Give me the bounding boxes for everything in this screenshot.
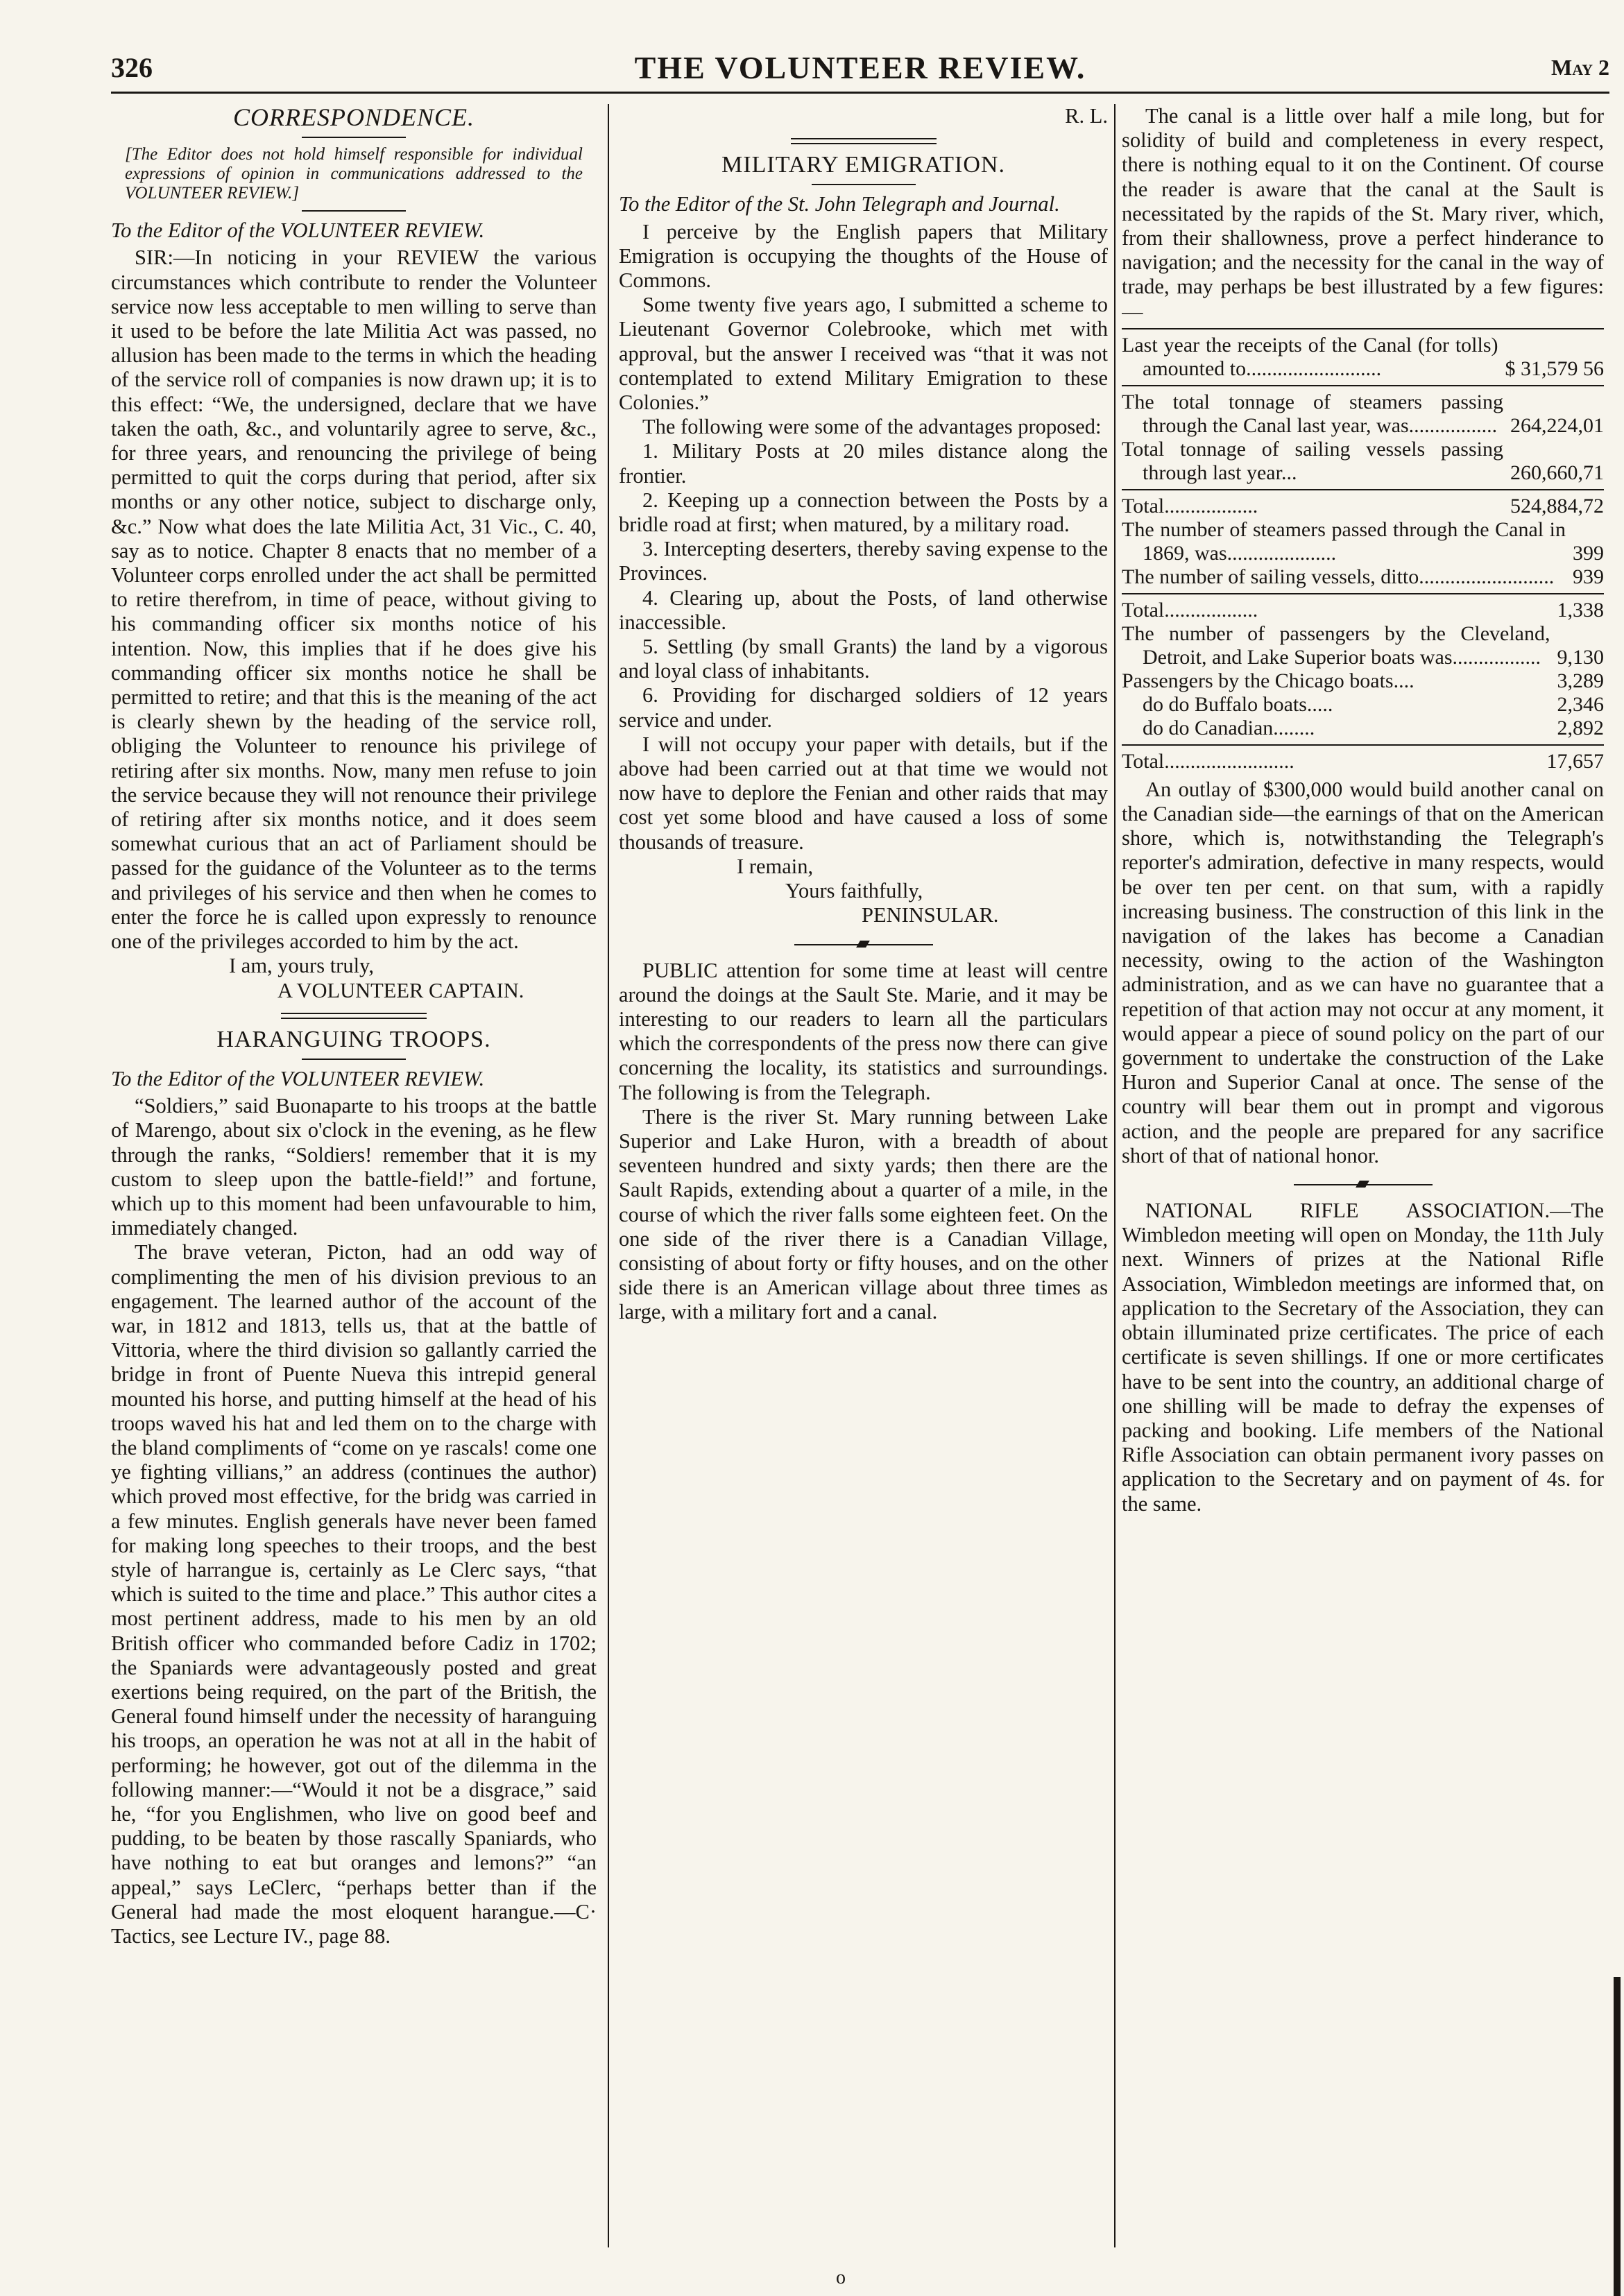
column-1	[111, 104, 597, 2241]
table-rule	[1122, 385, 1604, 386]
row-value: 260,660,71	[1510, 461, 1604, 484]
short-rule	[302, 137, 406, 138]
sault-paragraph: The canal is a little over half a mile long, but for solidity of build and completeness in every respect, there is nothing equal to it on the Continent. Of course the reader is aware that the canal at the Sault is necessitated by the rapids of the St. Mary river, which, from their shallowness, prove a perfect hinderance to navigation; and the necessity for the canal in the way of trade, may perhaps be best illustrated by a few figures:—	[1122, 104, 1604, 323]
table-row	[1122, 693, 1604, 717]
row-value: 2,892	[1557, 716, 1604, 739]
column-rule-2	[1114, 104, 1116, 2247]
table-total-row	[1122, 495, 1604, 518]
row-value: 264,224,01	[1510, 413, 1604, 437]
haranguing-salutation: To the Editor of the VOLUNTEER REVIEW.	[111, 1066, 485, 1090]
correspondence-close: I am, yours truly,	[229, 954, 374, 978]
row-value: 2,346	[1557, 692, 1604, 716]
table-total-row	[1122, 599, 1604, 622]
row-value: $ 31,579 56	[1505, 357, 1604, 380]
table-total-row	[1122, 750, 1604, 773]
advantage-item: 1. Military Posts at 20 miles distance along the frontier.	[619, 439, 1108, 488]
emigration-heading: MILITARY EMIGRATION.	[721, 152, 1005, 178]
table-row	[1122, 717, 1604, 740]
row-label: Last year the receipts of the Canal (for tolls) amounted to..........................	[1122, 333, 1498, 380]
advantage-item: 4. Clearing up, about the Posts, of land otherwise inaccessible.	[619, 585, 1108, 634]
haranguing-paragraph: The brave veteran, Picton, had an odd way of complimenting the men of his division previous to an engagement. The learned author of the account of the war, in 1812 and 1813, tells us, that at the battle of Vittoria, where the third division so gallantly carried the bridge in front of Puente Nueva this intrepid general mounted his horse, and putting himself at the head of his troops waved his hat and led them on to the charge with the bland compliments of “come on ye rascals! come one ye fighting villians,” an address (continues the author) which proved most effective, for the bridg was carried in a few minutes. English generals have never been famed for making long speeches to their troops, and the best style of harrangue is, certainly as Le Clerc says, “that which is suited to the time and place.” This author cites a most pertinent address, made to his men by an old British officer who commanded before Cadiz in 1702; the Spaniards were advantageously posted and great exertions being required, on the part of the British, the General found himself under the necessity of haranguing his troops, an operation he was not at all in the habit of performing; he however, got out of the dilemma in the following manner:—“Would it not be a disgrace,” said he, “for you Englishmen, who live on good beef and pudding, to be beaten by those rascally Spaniards, who have nothing to eat but oranges and lemons?” “an appeal,” says LeClerc, “perhaps better than if the General had made the most eloquent harangue.—C· Tactics, see Lecture IV., page 88.	[111, 1240, 597, 1948]
sault-paragraph: There is the river St. Mary running between Lake Superior and Lake Huron, with a breadth of about seventeen hundred and sixty yards; then there are the Sault Rapids, extending about a quarter of a mile, in the course of which the river falls some eighteen feet. On the one side of the river there is a Canadian Village, consisting of about forty or fifty houses, and on the other side there is an American village about three times as large, with a military fort and a canal.	[619, 1104, 1108, 1324]
emigration-close-2: Yours faithfully,	[785, 879, 923, 903]
sault-paragraph: PUBLIC attention for some time at least will centre around the doings at the Sault Ste. Marie, and it may be interesting to our readers to learn all the particulars which the correspondents of the press now there can give concerning the locality, its statistics and surroundings. The following is from the Telegraph.	[619, 958, 1108, 1104]
row-value: 3,289	[1557, 669, 1604, 692]
correspondence-salutation: To the Editor of the VOLUNTEER REVIEW.	[111, 219, 485, 243]
table-row	[1122, 438, 1604, 485]
table-row	[1122, 622, 1604, 669]
row-label: Passengers by the Chicago boats....	[1122, 669, 1414, 692]
short-rule	[302, 210, 406, 212]
column-rule-1	[608, 104, 609, 2247]
emigration-signature: PENINSULAR.	[862, 903, 999, 927]
row-label: The number of steamers passed through the Canal in 1869, was.....................	[1122, 517, 1566, 565]
row-label: do do Canadian........	[1143, 716, 1315, 739]
haranguing-heading: HARANGUING TROOPS.	[216, 1026, 491, 1052]
emigration-close-1: I remain,	[737, 854, 814, 878]
row-label: Total tonnage of sailing vessels passing through last year...	[1122, 437, 1503, 484]
table-rule	[1122, 328, 1604, 329]
issue-date: May 2	[1551, 54, 1609, 80]
table-rule	[1122, 744, 1604, 746]
emigration-closing-paragraph: I will not occupy your paper with details, but if the above had been carried out at that time we would not now have to deplore the Fenian and other raids that may cost yet some blood and have caused a loss of some thousands of treasure.	[619, 732, 1108, 854]
table-row	[1122, 565, 1604, 589]
table-rule	[1122, 593, 1604, 594]
row-label: The total tonnage of steamers passing through the Canal last year, was.................	[1122, 390, 1503, 437]
haranguing-paragraph: “Soldiers,” said Buonaparte to his troops at the battle of Marengo, about six o'clock in the evening, as he flew through the ranks, “Soldiers! remember that it is my custom to sleep upon the battle-field!” and fortune, which up to this moment had been unfavourable to him, immediately changed.	[111, 1094, 597, 1240]
total-label: Total..................	[1122, 598, 1258, 622]
row-label: The number of passengers by the Cleveland, Detroit, and Lake Superior boats was.................	[1122, 622, 1550, 669]
correspondence-signature: A VOLUNTEER CAPTAIN.	[277, 978, 524, 1002]
row-label: The number of sailing vessels, ditto..........................	[1122, 565, 1555, 588]
correspondence-heading: CORRESPONDENCE.	[233, 104, 475, 131]
advantage-item: 2. Keeping up a connection between the Posts by a bridle road at first; when matured, by a military road.	[619, 488, 1108, 537]
table-row	[1122, 391, 1604, 438]
editor-disclaimer: [The Editor does not hold himself responsible for individual expressions of opinion in communications addressed to the VOLUNTEER REVIEW.]	[125, 145, 583, 203]
section-ornament	[1294, 1179, 1433, 1190]
masthead: THE VOLUNTEER REVIEW.	[634, 49, 1086, 85]
correspondence-body: SIR:—In noticing in your REVIEW the various circumstances which contribute to render the Volunteer service now less acceptable to men willing to serve than it used to be before the late Militia Act was passed, no allusion has been made to the terms in which the heading of the service roll of companies is now drawn up; it is to this effect: “We, the undersigned, declare that we have taken the oath, &c., and voluntarily agree to serve, &c., for three years, and renouncing the privilege of being permitted to quit the corps during that period, after six months or any other notice, subject to discharge only, &c.” Now what does the late Militia Act, 31 Vic., C. 40, say as to notice. Chapter 8 enacts that no member of a Volunteer corps enrolled under the act shall be permitted to retire therefrom, in time of peace, without giving to his commanding officer six months notice of his intention. Now, this implies that if he does give his commanding officer six months notice he shall be permitted to retire; and that this is the meaning of the act is clearly shewn by the heading of the service roll, obliging the Volunteer to renounce his privilege of retiring after six months. Now, many men refuse to join the service because they will not renounce their privilege of retiring after six months notice, and it does seem somewhat curious that an act of Parliament should be passed for the guidance of the Volunteer as to the terms and privileges of his service and then when he comes to enter the force he is called upon expressly to renounce one of the privileges accorded to him by the act.	[111, 246, 597, 954]
sault-closing-paragraph: An outlay of $300,000 would build another canal on the Canadian side—the earnings of that on the American shore, which is, notwithstanding the Telegraph's reporter's admiration, defective in many respects, would be over ten per cent. on that sum, with a rapidly increasing business. The construction of this link in the navigation of the lakes has become a Canadian necessity, owing to the action of the Washington administration, and as we can have no guarantee that a repetition of that action may not occur at any moment, it would appear a piece of sound policy on the part of our government to undertake the construction of the Lake Huron and Superior Canal at once. The sense of the country will bear them out in prompt and vigorous action, and the people are prepared for any sacrifice short of that of national honor.	[1122, 777, 1604, 1167]
column-2	[619, 104, 1108, 2241]
advantage-item: 3. Intercepting deserters, thereby saving expense to the Provinces.	[619, 537, 1108, 585]
row-label: do do Buffalo boats.....	[1143, 692, 1333, 716]
haranguing-signature: R. L.	[1065, 104, 1108, 128]
page-header	[111, 43, 1609, 94]
advantage-item: 5. Settling (by small Grants) the land by a vigorous and loyal class of inhabitants.	[619, 635, 1108, 683]
total-value: 524,884,72	[1510, 494, 1604, 517]
emigration-paragraph: The following were some of the advantages proposed:	[642, 415, 1102, 439]
total-value: 1,338	[1557, 598, 1604, 622]
canal-statistics-table	[1122, 328, 1604, 773]
short-rule	[812, 184, 916, 185]
row-value: 399	[1573, 541, 1604, 565]
section-ornament	[794, 939, 933, 950]
total-value: 17,657	[1546, 749, 1604, 773]
table-row	[1122, 669, 1604, 693]
short-rule	[302, 1059, 406, 1060]
total-label: Total.........................	[1122, 749, 1294, 773]
emigration-paragraph: I perceive by the English papers that Military Emigration is occupying the thoughts of the House of Commons.	[619, 219, 1108, 293]
signature-mark: o	[836, 2267, 846, 2288]
table-row	[1122, 518, 1604, 565]
double-rule	[281, 1013, 427, 1019]
page-number: 326	[111, 51, 153, 83]
emigration-salutation: To the Editor of the St. John Telegraph and Journal.	[619, 192, 1060, 216]
row-value: 9,130	[1557, 645, 1604, 669]
binding-edge	[1614, 1977, 1621, 2296]
column-3	[1122, 104, 1604, 2241]
table-rule	[1122, 489, 1604, 490]
table-row	[1122, 334, 1604, 381]
rifle-association-paragraph: NATIONAL RIFLE ASSOCIATION.—The Wimbledon meeting will open on Monday, the 11th July next. Winners of prizes at the National Rifle Association, Wimbledon meetings are informed that, on application to the Secretary of the Association, they can obtain illuminated prize certificates. The price of each certificate is seven shillings. If one or more certificates have to be sent into the country, an additional charge of one shilling will be made to defray the expenses of packing and booking. Life members of the National Rifle Association can obtain permanent ivory passes on application to the Secretary and on payment of 4s. for the same.	[1122, 1199, 1604, 1516]
row-value: 939	[1573, 565, 1604, 588]
emigration-paragraph: Some twenty five years ago, I submitted a scheme to Lieutenant Governor Colebrooke, which met with approval, but the answer I received was “that it was not contemplated to extend Military Emigration to these Colonies.”	[619, 293, 1108, 415]
advantage-item: 6. Providing for discharged soldiers of 12 years service and under.	[619, 683, 1108, 732]
double-rule	[791, 138, 937, 144]
total-label: Total..................	[1122, 494, 1258, 517]
